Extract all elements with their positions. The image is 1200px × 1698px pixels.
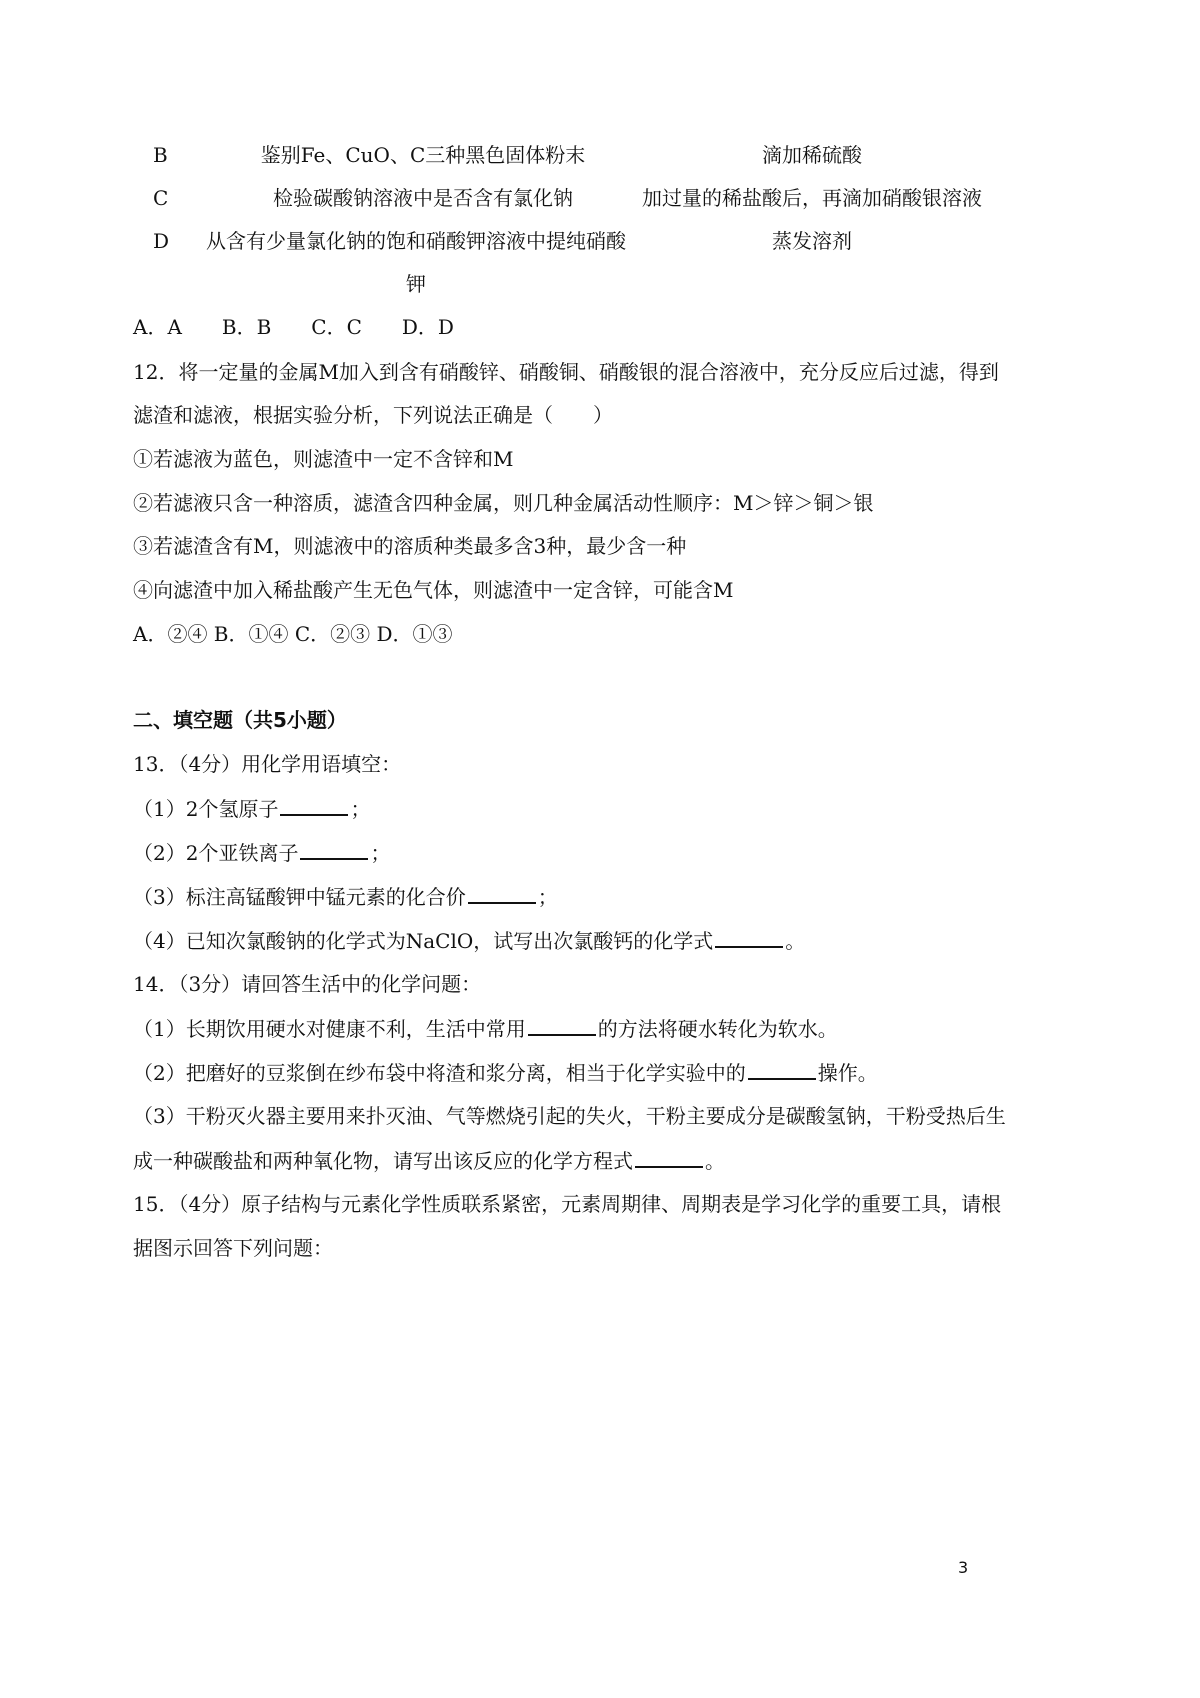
q15-stem-line-1: 15．（4分）原子结构与元素化学性质联系紧密，元素周期律、周期表是学习化学的重要工具，请根 xyxy=(133,1192,1002,1216)
answer-blank[interactable] xyxy=(748,1058,816,1080)
answer-blank[interactable] xyxy=(715,926,783,948)
q13-part-4-end: 。 xyxy=(785,929,806,953)
q13-part-3 xyxy=(133,882,558,911)
q14-part-3-text: 成一种碳酸盐和两种氧化物，请写出该反应的化学方程式 xyxy=(133,1149,633,1173)
answer-blank[interactable] xyxy=(468,882,536,904)
q13-part-2-text: （2）2个亚铁离子 xyxy=(133,841,299,865)
table-row-method: 滴加稀硫酸 xyxy=(762,143,862,167)
section-title: 二、填空题（共5小题） xyxy=(133,708,347,732)
table-row-label: C xyxy=(153,186,169,210)
q11-options: A．A B．B C．C D．D xyxy=(133,315,454,339)
q13-part-3-end: ； xyxy=(537,885,558,909)
table-row-label: B xyxy=(153,143,168,167)
q14-part-3-end: 。 xyxy=(705,1149,725,1173)
q12-statement-1: ①若滤液为蓝色，则滤渣中一定不含锌和M xyxy=(133,447,514,471)
q13-part-1-text: （1）2个氢原子 xyxy=(133,797,279,821)
q13-part-4 xyxy=(133,926,805,955)
table-row-purpose-continued: 钾 xyxy=(406,272,426,296)
q14-part-3-line-2 xyxy=(133,1146,725,1175)
q12-options: A．②④ B．①④ C．②③ D．①③ xyxy=(133,622,453,646)
q15-stem-line-2: 据图示回答下列问题： xyxy=(133,1236,333,1260)
answer-blank[interactable] xyxy=(300,838,368,860)
q13-stem: 13．（4分）用化学用语填空： xyxy=(133,752,402,776)
q14-part-2 xyxy=(133,1058,878,1087)
q14-part-1-text: （1）长期饮用硬水对健康不利，生活中常用 xyxy=(133,1017,526,1041)
q14-part-3-line-1: （3）干粉灭火器主要用来扑灭油、气等燃烧引起的失火，干粉主要成分是碳酸氢钠，干粉受热后生 xyxy=(133,1104,1006,1128)
q14-part-2-end: 操作。 xyxy=(817,1061,878,1085)
table-row-method: 蒸发溶剂 xyxy=(772,229,852,253)
q13-part-3-text: （3）标注高锰酸钾中锰元素的化合价 xyxy=(133,885,466,909)
q13-part-1 xyxy=(133,794,370,823)
table-row-purpose: 检验碳酸钠溶液中是否含有氯化钠 xyxy=(273,186,573,210)
q12-stem-line-2: 滤渣和滤液，根据实验分析，下列说法正确是（ ） xyxy=(133,403,613,427)
answer-blank[interactable] xyxy=(528,1014,596,1036)
q12-statement-3: ③若滤渣含有M，则滤液中的溶质种类最多含3种，最少含一种 xyxy=(133,534,687,558)
q14-part-1-end: 的方法将硬水转化为软水。 xyxy=(597,1017,838,1041)
q13-part-1-end: ； xyxy=(350,797,371,821)
answer-blank[interactable] xyxy=(280,794,348,816)
q13-part-2-end: ； xyxy=(370,841,391,865)
q12-stem-line-1: 12．将一定量的金属M加入到含有硝酸锌、硝酸铜、硝酸银的混合溶液中，充分反应后过滤，得到 xyxy=(133,360,999,384)
q13-part-4-text: （4）已知次氯酸钠的化学式为NaClO，试写出次氯酸钙的化学式 xyxy=(133,929,714,953)
answer-blank[interactable] xyxy=(635,1146,703,1168)
q12-statement-2: ②若滤液只含一种溶质，滤渣含四种金属，则几种金属活动性顺序：M＞锌＞铜＞银 xyxy=(133,491,874,515)
table-row-label: D xyxy=(153,229,170,253)
q14-part-1 xyxy=(133,1014,838,1043)
q12-statement-4: ④向滤渣中加入稀盐酸产生无色气体，则滤渣中一定含锌，可能含M xyxy=(133,578,734,602)
q13-part-2 xyxy=(133,838,390,867)
table-row-purpose: 鉴别Fe、CuO、C三种黑色固体粉末 xyxy=(260,143,586,167)
q14-stem: 14．（3分）请回答生活中的化学问题： xyxy=(133,972,482,996)
q14-part-2-text: （2）把磨好的豆浆倒在纱布袋中将渣和浆分离，相当于化学实验中的 xyxy=(133,1061,746,1085)
page-number: 3 xyxy=(958,1558,969,1577)
table-row-method: 加过量的稀盐酸后，再滴加硝酸银溶液 xyxy=(642,186,982,210)
table-row-purpose: 从含有少量氯化钠的饱和硝酸钾溶液中提纯硝酸 xyxy=(206,229,626,253)
